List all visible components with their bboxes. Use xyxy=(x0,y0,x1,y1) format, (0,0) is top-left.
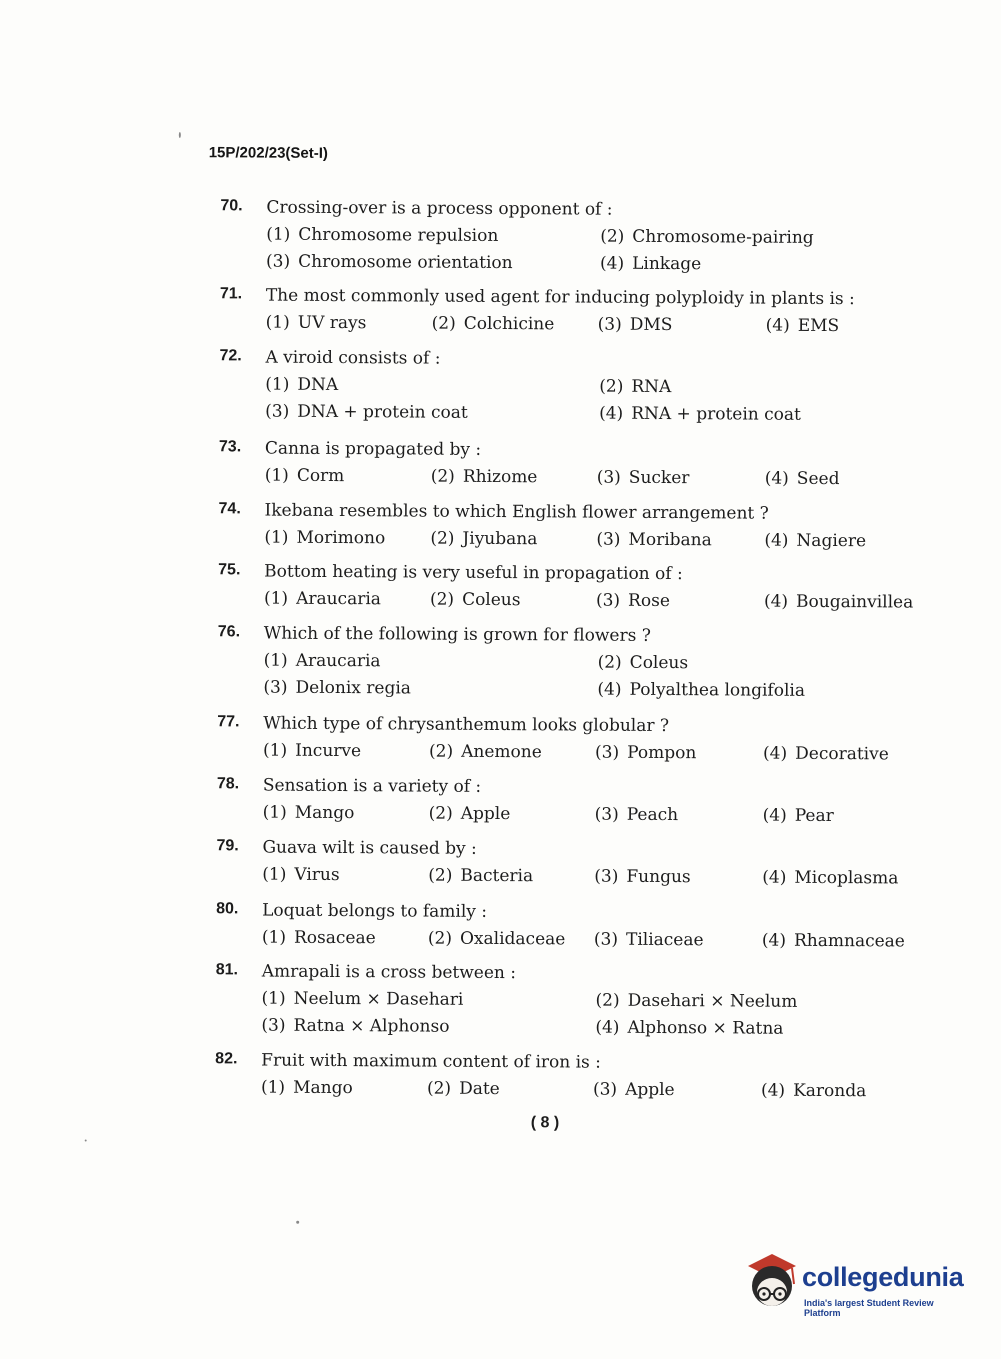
brand-name: collegedunia xyxy=(802,1262,964,1292)
option-text: Colchicine xyxy=(463,313,555,335)
option-text: Date xyxy=(459,1078,500,1100)
option-number: (3) xyxy=(263,677,288,698)
question-text: Crossing-over is a process opponent of : xyxy=(266,197,613,220)
answer-options xyxy=(265,374,925,425)
option-4 xyxy=(764,531,866,552)
option-3 xyxy=(598,315,673,335)
option-text: Nagiere xyxy=(796,530,867,552)
answer-options xyxy=(264,527,924,552)
option-4 xyxy=(764,592,913,613)
option-number: (4) xyxy=(595,1017,620,1038)
answer-options xyxy=(262,802,923,827)
option-text: Decorative xyxy=(795,743,889,765)
option-number: (1) xyxy=(262,802,287,823)
question-70 xyxy=(220,197,940,275)
question-76 xyxy=(217,623,938,701)
option-text: Karonda xyxy=(793,1080,867,1102)
option-number: (4) xyxy=(599,403,624,424)
option-3 xyxy=(594,867,690,888)
option-number: (3) xyxy=(593,929,619,950)
option-3 xyxy=(263,678,411,699)
option-number: (3) xyxy=(596,467,621,488)
option-4 xyxy=(600,254,701,275)
option-number: (4) xyxy=(763,591,789,612)
question-text: Which type of chrysanthemum looks globular ? xyxy=(263,713,670,737)
option-number: (3) xyxy=(597,314,622,335)
option-number: (1) xyxy=(266,224,291,245)
option-number: (4) xyxy=(763,743,788,764)
option-1 xyxy=(263,803,355,824)
option-4 xyxy=(761,1081,866,1102)
option-text: Rosaceae xyxy=(293,927,376,949)
option-4 xyxy=(762,931,905,952)
option-4 xyxy=(762,868,898,889)
option-text: RNA + protein coat xyxy=(631,403,801,425)
option-1 xyxy=(265,466,345,486)
question-number: 76. xyxy=(217,623,241,641)
option-text: Araucaria xyxy=(296,588,382,610)
question-81 xyxy=(215,961,936,1039)
option-2 xyxy=(430,590,521,611)
option-3 xyxy=(596,591,670,611)
option-number: (3) xyxy=(265,401,290,422)
option-4 xyxy=(599,404,801,425)
option-number: (1) xyxy=(261,988,286,1009)
option-number: (1) xyxy=(262,864,287,885)
question-number: 82. xyxy=(215,1050,238,1068)
option-text: Jiyubana xyxy=(462,528,538,550)
option-text: Sucker xyxy=(628,467,690,489)
option-number: (1) xyxy=(260,1077,286,1098)
option-number: (2) xyxy=(428,865,453,886)
option-text: DNA + protein coat xyxy=(297,401,468,423)
option-number: (1) xyxy=(263,650,288,671)
option-1 xyxy=(261,989,463,1010)
question-text: A viroid consists of : xyxy=(265,347,441,369)
question-text: The most commonly used agent for inducing polyploidy in plants is : xyxy=(265,285,855,310)
option-number: (2) xyxy=(431,313,456,334)
option-3 xyxy=(265,402,468,423)
option-number: (4) xyxy=(760,1080,786,1101)
option-text: Anemone xyxy=(461,741,542,763)
option-number: (1) xyxy=(264,527,289,548)
option-text: Morimono xyxy=(296,527,386,549)
option-text: Rose xyxy=(628,590,670,612)
option-text: Coleus xyxy=(629,652,689,674)
question-number: 74. xyxy=(218,500,241,518)
question-71 xyxy=(219,285,940,337)
option-number: (4) xyxy=(762,867,787,888)
answer-options xyxy=(262,864,922,889)
option-3 xyxy=(596,530,712,551)
answer-options xyxy=(261,927,922,952)
option-3 xyxy=(597,468,690,489)
option-number: (4) xyxy=(765,315,790,336)
option-4 xyxy=(595,1018,783,1039)
answer-options xyxy=(260,1077,921,1102)
option-text: Neelum × Dasehari xyxy=(293,988,464,1010)
question-number: 80. xyxy=(216,900,239,918)
question-text: Amrapali is a cross between : xyxy=(261,961,517,984)
question-number: 81. xyxy=(215,961,239,979)
option-text: DMS xyxy=(629,314,673,336)
question-text: Ikebana resembles to which English flower arrangement ? xyxy=(264,500,769,524)
option-text: Tiliaceae xyxy=(625,929,704,951)
option-number: (2) xyxy=(595,990,620,1011)
option-number: (2) xyxy=(599,376,624,397)
option-text: Chromosome-pairing xyxy=(632,226,814,248)
option-3 xyxy=(595,743,696,764)
option-number: (3) xyxy=(595,742,620,763)
option-number: (1) xyxy=(261,927,287,948)
option-text: Corm xyxy=(296,465,345,487)
question-number: 77. xyxy=(217,713,240,731)
question-text: Fruit with maximum content of iron is : xyxy=(261,1050,601,1073)
option-number: (2) xyxy=(427,928,453,949)
question-74 xyxy=(218,500,939,552)
option-number: (4) xyxy=(761,930,787,951)
option-number: (1) xyxy=(263,740,288,761)
option-2 xyxy=(600,227,814,248)
option-number: (3) xyxy=(266,251,291,272)
option-number: (2) xyxy=(597,652,622,673)
paper-code: 15P/202/23(Set-I) xyxy=(208,144,329,162)
scan-speck xyxy=(85,1139,87,1141)
option-number: (4) xyxy=(764,530,789,551)
option-text: Moribana xyxy=(628,529,712,551)
option-text: Ratna × Alphonso xyxy=(293,1015,450,1037)
question-79 xyxy=(216,837,937,889)
option-text: Araucaria xyxy=(295,650,381,672)
option-text: DNA xyxy=(297,374,339,396)
option-number: (2) xyxy=(430,466,455,487)
option-2 xyxy=(599,377,671,397)
option-2 xyxy=(430,529,537,550)
question-text: Bottom heating is very useful in propagation of : xyxy=(264,561,683,585)
question-text: Guava wilt is caused by : xyxy=(262,837,477,859)
option-number: (4) xyxy=(597,679,622,700)
option-2 xyxy=(427,1079,500,1099)
option-text: Linkage xyxy=(632,253,702,275)
collegedunia-watermark xyxy=(742,1250,972,1320)
question-text: Which of the following is grown for flowers ? xyxy=(263,623,651,646)
option-text: Mango xyxy=(294,802,355,824)
option-number: (3) xyxy=(594,866,619,887)
option-3 xyxy=(594,930,704,951)
option-text: Chromosome repulsion xyxy=(298,224,499,246)
option-number: (4) xyxy=(762,805,787,826)
question-78 xyxy=(216,775,937,827)
option-number: (3) xyxy=(596,529,621,550)
question-80 xyxy=(216,900,936,952)
option-number: (2) xyxy=(429,589,455,610)
option-text: Virus xyxy=(294,864,340,886)
question-number: 75. xyxy=(218,561,241,579)
option-2 xyxy=(598,653,689,674)
option-4 xyxy=(763,806,834,826)
option-text: Delonix regia xyxy=(295,677,412,699)
option-1 xyxy=(264,651,381,672)
option-2 xyxy=(595,991,797,1012)
option-2 xyxy=(429,742,542,763)
option-text: Polyalthea longifolia xyxy=(629,679,806,701)
question-text: Loquat belongs to family : xyxy=(262,900,488,922)
option-text: Mango xyxy=(293,1077,353,1099)
answer-options xyxy=(265,312,926,337)
option-number: (2) xyxy=(430,528,455,549)
option-number: (1) xyxy=(265,374,290,395)
option-4 xyxy=(763,744,889,765)
answer-options xyxy=(264,465,925,490)
question-number: 73. xyxy=(218,438,242,456)
question-text: Sensation is a variety of : xyxy=(262,775,482,797)
answer-options xyxy=(261,988,922,1039)
option-text: Bougainvillea xyxy=(796,591,914,613)
option-text: Fungus xyxy=(626,866,691,888)
option-2 xyxy=(428,866,533,887)
option-number: (1) xyxy=(265,312,290,333)
option-text: Micoplasma xyxy=(794,867,899,889)
option-2 xyxy=(431,467,538,488)
option-1 xyxy=(264,528,385,549)
option-1 xyxy=(263,741,361,762)
option-1 xyxy=(262,865,339,885)
option-text: Pear xyxy=(794,805,834,827)
question-72 xyxy=(219,347,940,425)
question-82 xyxy=(215,1050,935,1102)
option-1 xyxy=(264,589,381,610)
option-text: Peach xyxy=(626,804,679,826)
question-73 xyxy=(218,438,939,490)
option-text: Chromosome orientation xyxy=(298,251,513,274)
option-text: Pompon xyxy=(627,742,697,764)
answer-options xyxy=(266,224,926,275)
option-number: (2) xyxy=(429,741,454,762)
option-2 xyxy=(428,929,566,950)
option-text: RNA xyxy=(631,376,672,398)
scan-speck xyxy=(296,1221,299,1224)
option-2 xyxy=(432,314,555,335)
option-1 xyxy=(261,1078,353,1099)
mascot-logo-icon xyxy=(742,1250,802,1314)
page-number: ( 8 ) xyxy=(530,1114,560,1132)
option-number: (1) xyxy=(263,588,289,609)
option-1 xyxy=(262,928,376,949)
question-77 xyxy=(217,713,937,765)
question-75 xyxy=(218,561,938,613)
option-1 xyxy=(266,313,367,334)
option-number: (2) xyxy=(600,226,625,247)
option-3 xyxy=(261,1016,449,1037)
option-number: (3) xyxy=(595,590,621,611)
option-text: Rhizome xyxy=(462,466,538,488)
option-number: (2) xyxy=(426,1078,452,1099)
option-number: (3) xyxy=(594,804,619,825)
option-text: Apple xyxy=(625,1079,675,1101)
question-number: 70. xyxy=(220,197,243,215)
answer-options xyxy=(263,588,924,613)
option-3 xyxy=(593,1080,675,1100)
option-1 xyxy=(266,225,498,246)
option-4 xyxy=(766,316,840,336)
scan-speck xyxy=(179,132,181,138)
option-text: Seed xyxy=(796,468,840,490)
option-number: (4) xyxy=(599,253,625,274)
option-text: UV rays xyxy=(297,312,367,334)
option-2 xyxy=(429,804,511,824)
option-text: Bacteria xyxy=(460,865,534,887)
option-text: Apple xyxy=(460,803,511,825)
option-4 xyxy=(597,680,805,701)
answer-options xyxy=(263,650,924,701)
brand-tagline: India's largest Student Review Platform xyxy=(804,1298,934,1318)
option-4 xyxy=(765,469,840,489)
question-number: 79. xyxy=(216,837,239,855)
answer-options xyxy=(263,740,923,765)
option-text: Oxalidaceae xyxy=(459,928,566,950)
option-number: (2) xyxy=(428,803,453,824)
option-3 xyxy=(266,252,513,274)
option-number: (1) xyxy=(264,465,289,486)
question-number: 72. xyxy=(219,347,242,365)
option-number: (4) xyxy=(764,468,789,489)
option-text: Dasehari × Neelum xyxy=(627,990,798,1012)
question-number: 78. xyxy=(216,775,240,793)
option-text: Coleus xyxy=(462,589,521,611)
option-number: (3) xyxy=(592,1079,618,1100)
option-text: Rhamnaceae xyxy=(793,930,905,952)
question-text: Canna is propagated by : xyxy=(264,438,482,460)
option-1 xyxy=(265,375,338,395)
option-number: (3) xyxy=(261,1015,286,1036)
question-number: 71. xyxy=(219,285,243,303)
option-text: Alphonso × Ratna xyxy=(627,1017,784,1039)
option-text: EMS xyxy=(797,315,840,337)
option-3 xyxy=(595,805,679,826)
option-text: Incurve xyxy=(295,740,362,762)
